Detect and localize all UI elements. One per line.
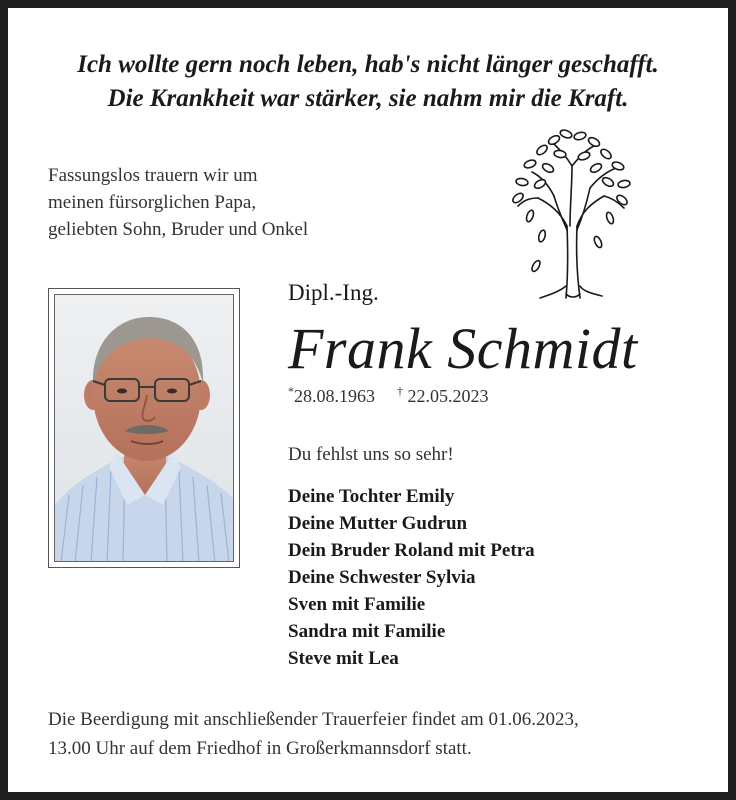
deceased-name: Frank Schmidt — [288, 316, 638, 381]
birth-symbol: * — [288, 384, 294, 398]
farewell-message: Du fehlst uns so sehr! — [288, 444, 454, 465]
portrait-frame — [48, 288, 240, 568]
portrait-photo — [54, 294, 234, 562]
mourners-list — [288, 483, 535, 672]
life-dates — [288, 386, 489, 407]
birth-date: 28.08.1963 — [294, 386, 375, 406]
list-item: Deine Tochter Emily — [288, 486, 455, 507]
academic-title: Dipl.-Ing. — [288, 280, 379, 305]
death-date: 22.05.2023 — [407, 386, 489, 406]
intro-line-2: meinen fürsorglichen Papa, — [48, 192, 257, 213]
list-item: Sandra mit Familie — [288, 621, 446, 642]
verse — [0, 48, 736, 116]
intro-text — [48, 162, 308, 243]
intro-line-1: Fassungslos trauern wir um — [48, 165, 258, 186]
death-symbol: † — [397, 384, 403, 398]
intro-line-3: geliebten Sohn, Bruder und Onkel — [48, 219, 309, 240]
list-item: Deine Mutter Gudrun — [288, 513, 468, 534]
list-item: Sven mit Familie — [288, 594, 426, 615]
list-item: Steve mit Lea — [288, 648, 399, 669]
funeral-line-2: 13.00 Uhr auf dem Friedhof in Großerkmannsdorf statt. — [48, 738, 472, 759]
tree-icon — [510, 126, 634, 306]
funeral-line-1: Die Beerdigung mit anschließender Trauerfeier findet am 01.06.2023, — [48, 709, 579, 730]
funeral-notice — [48, 705, 579, 763]
verse-line-1: Ich wollte gern noch leben, hab's nicht länger geschafft. — [77, 51, 659, 78]
list-item: Dein Bruder Roland mit Petra — [288, 540, 535, 561]
list-item: Deine Schwester Sylvia — [288, 567, 476, 588]
verse-line-2: Die Krankheit war stärker, sie nahm mir die Kraft. — [107, 85, 629, 112]
